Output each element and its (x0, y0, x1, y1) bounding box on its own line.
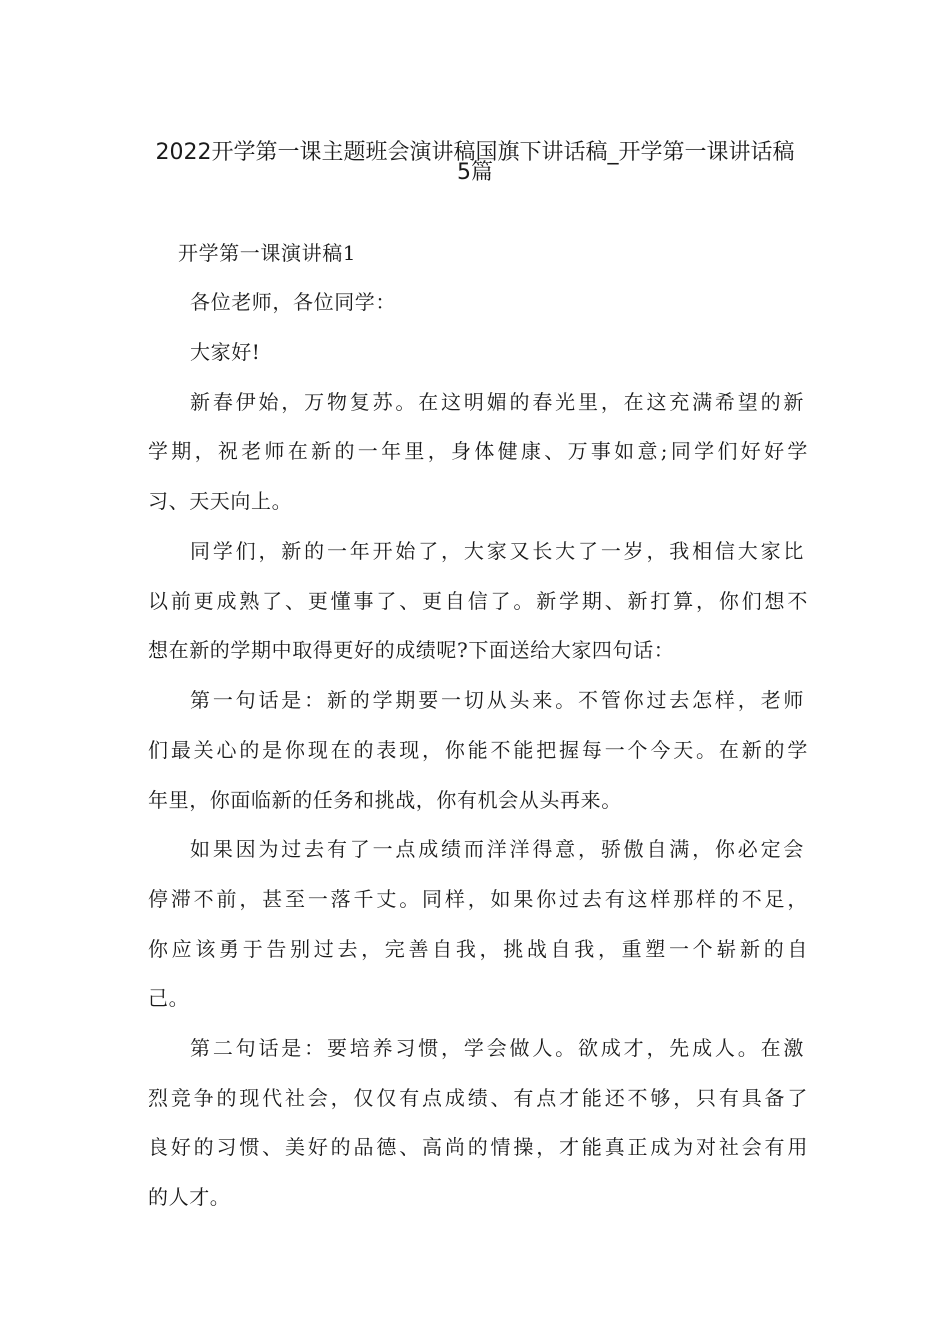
paragraph-line: 良好的习惯、美好的品德、高尚的情操，才能真正成为对社会有用 (148, 1135, 808, 1159)
paragraph-line: 的人才。 (148, 1185, 231, 1209)
greeting: 大家好! (190, 340, 261, 364)
paragraph-line: 同学们，新的一年开始了，大家又长大了一岁，我相信大家比 (190, 539, 804, 563)
paragraph-line: 新春伊始，万物复苏。在这明媚的春光里，在这充满希望的新 (190, 390, 804, 414)
paragraph-line: 想在新的学期中取得更好的成绩呢?下面送给大家四句话： (148, 638, 675, 662)
paragraph-line: 烈竞争的现代社会，仅仅有点成绩、有点才能还不够，只有具备了 (148, 1086, 808, 1110)
paragraph-line: 以前更成熟了、更懂事了、更自信了。新学期、新打算，你们想不 (148, 589, 808, 613)
paragraph-line: 年里，你面临新的任务和挑战，你有机会从头再来。 (148, 788, 622, 812)
document-title-line-1: 2022开学第一课主题班会演讲稿国旗下讲话稿_开学第一课讲话稿 (155, 140, 795, 165)
paragraph-line: 第一句话是：新的学期要一切从头来。不管你过去怎样，老师 (190, 688, 804, 712)
paragraph-line: 学期，祝老师在新的一年里，身体健康、万事如意;同学们好好学 (148, 439, 808, 463)
paragraph-line: 如果因为过去有了一点成绩而洋洋得意，骄傲自满，你必定会 (190, 837, 804, 861)
paragraph-line: 习、天天向上。 (148, 489, 293, 513)
paragraph-line: 第二句话是：要培养习惯，学会做人。欲成才，先成人。在激 (190, 1036, 804, 1060)
paragraph-line: 己。 (148, 986, 190, 1010)
paragraph-line: 你应该勇于告别过去，完善自我，挑战自我，重塑一个崭新的自 (148, 937, 808, 961)
paragraph-line: 们最关心的是你现在的表现，你能不能把握每一个今天。在新的学 (148, 738, 808, 762)
section-heading: 开学第一课演讲稿1 (178, 241, 357, 265)
salutation: 各位老师，各位同学： (190, 290, 396, 314)
document-title-line-2: 5篇 (457, 160, 493, 185)
paragraph-line: 停滞不前，甚至一落千丈。同样，如果你过去有这样那样的不足， (148, 887, 808, 911)
